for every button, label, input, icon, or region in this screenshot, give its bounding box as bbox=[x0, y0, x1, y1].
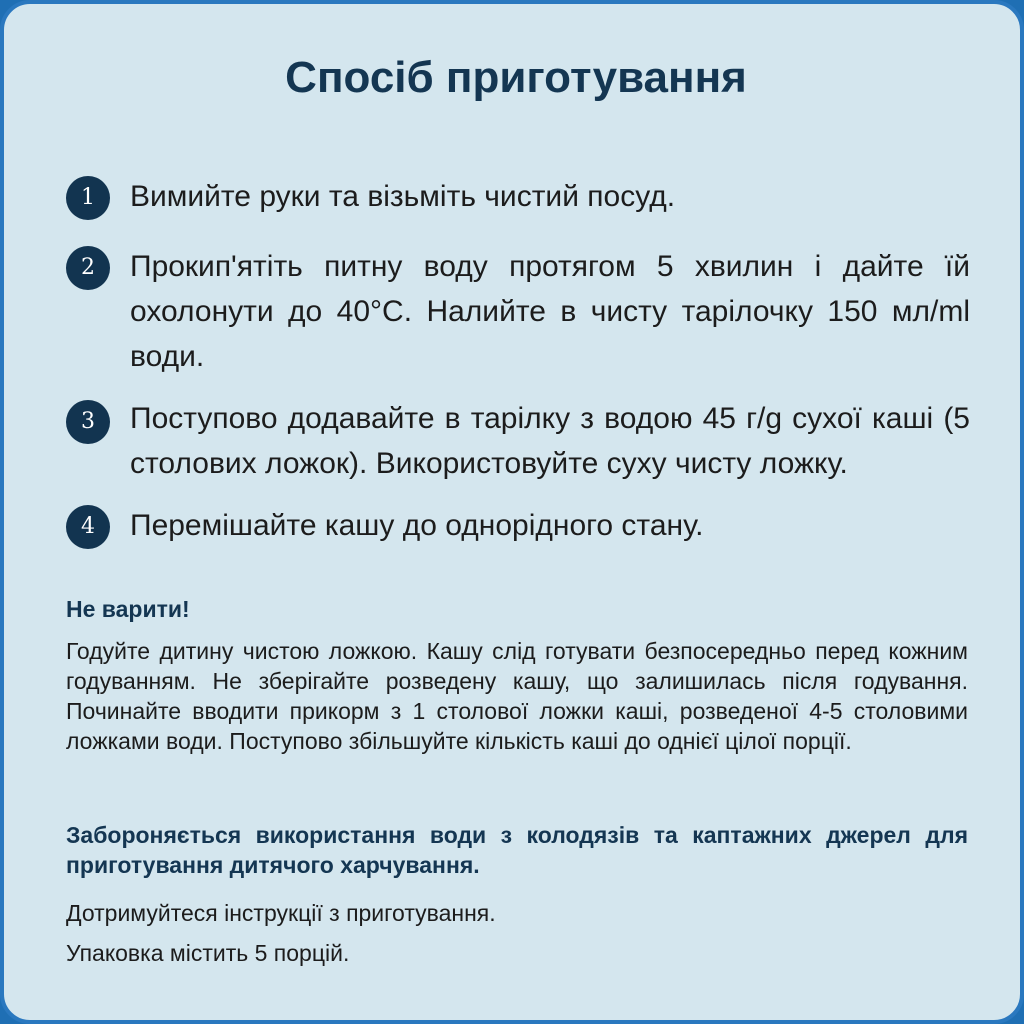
step-text: Вимийте руки та візьміть чистий посуд. bbox=[130, 180, 676, 213]
step-number-badge: 4 bbox=[66, 505, 110, 549]
page-title: Спосіб приготування bbox=[285, 53, 747, 102]
step-number-badge: 1 bbox=[66, 176, 110, 220]
follow-instructions-text: Дотримуйтеся інструкції з приготування. bbox=[66, 900, 496, 926]
step-number-badge: 2 bbox=[66, 246, 110, 290]
step-text: Перемішайте кашу до однорідного стану. bbox=[130, 509, 704, 542]
package-info-text: Упаковка містить 5 порцій. bbox=[66, 940, 350, 966]
warning-text: Забороняється використання води з колодязів та каптажних джерел для приготування дитячого харчування. bbox=[66, 822, 968, 878]
step-number-badge: 3 bbox=[66, 400, 110, 444]
notes-paragraph: Годуйте дитину чистою ложкою. Кашу слід готувати безпосередньо перед кожним годуванням. Не зберігайте розведену кашу, що залишилась після годування. Починайте вводити прикорм з 1 столової ложки каші, розведеної 4-5 столовими ложками води. Поступово збільшуйте кількість каші до однієї цілої порції. bbox=[66, 638, 968, 754]
notes-heading: Не варити! bbox=[66, 596, 190, 622]
step-text: Прокип'ятіть питну воду протягом 5 хвилин і дайте їй охолонути до 40°С. Налийте в чисту тарілочку 150 мл/ml води. bbox=[130, 250, 970, 373]
step-text: Поступово додавайте в тарілку з водою 45 г/g сухої каші (5 столових ложок). Використовуйте суху чисту ложку. bbox=[130, 402, 970, 480]
